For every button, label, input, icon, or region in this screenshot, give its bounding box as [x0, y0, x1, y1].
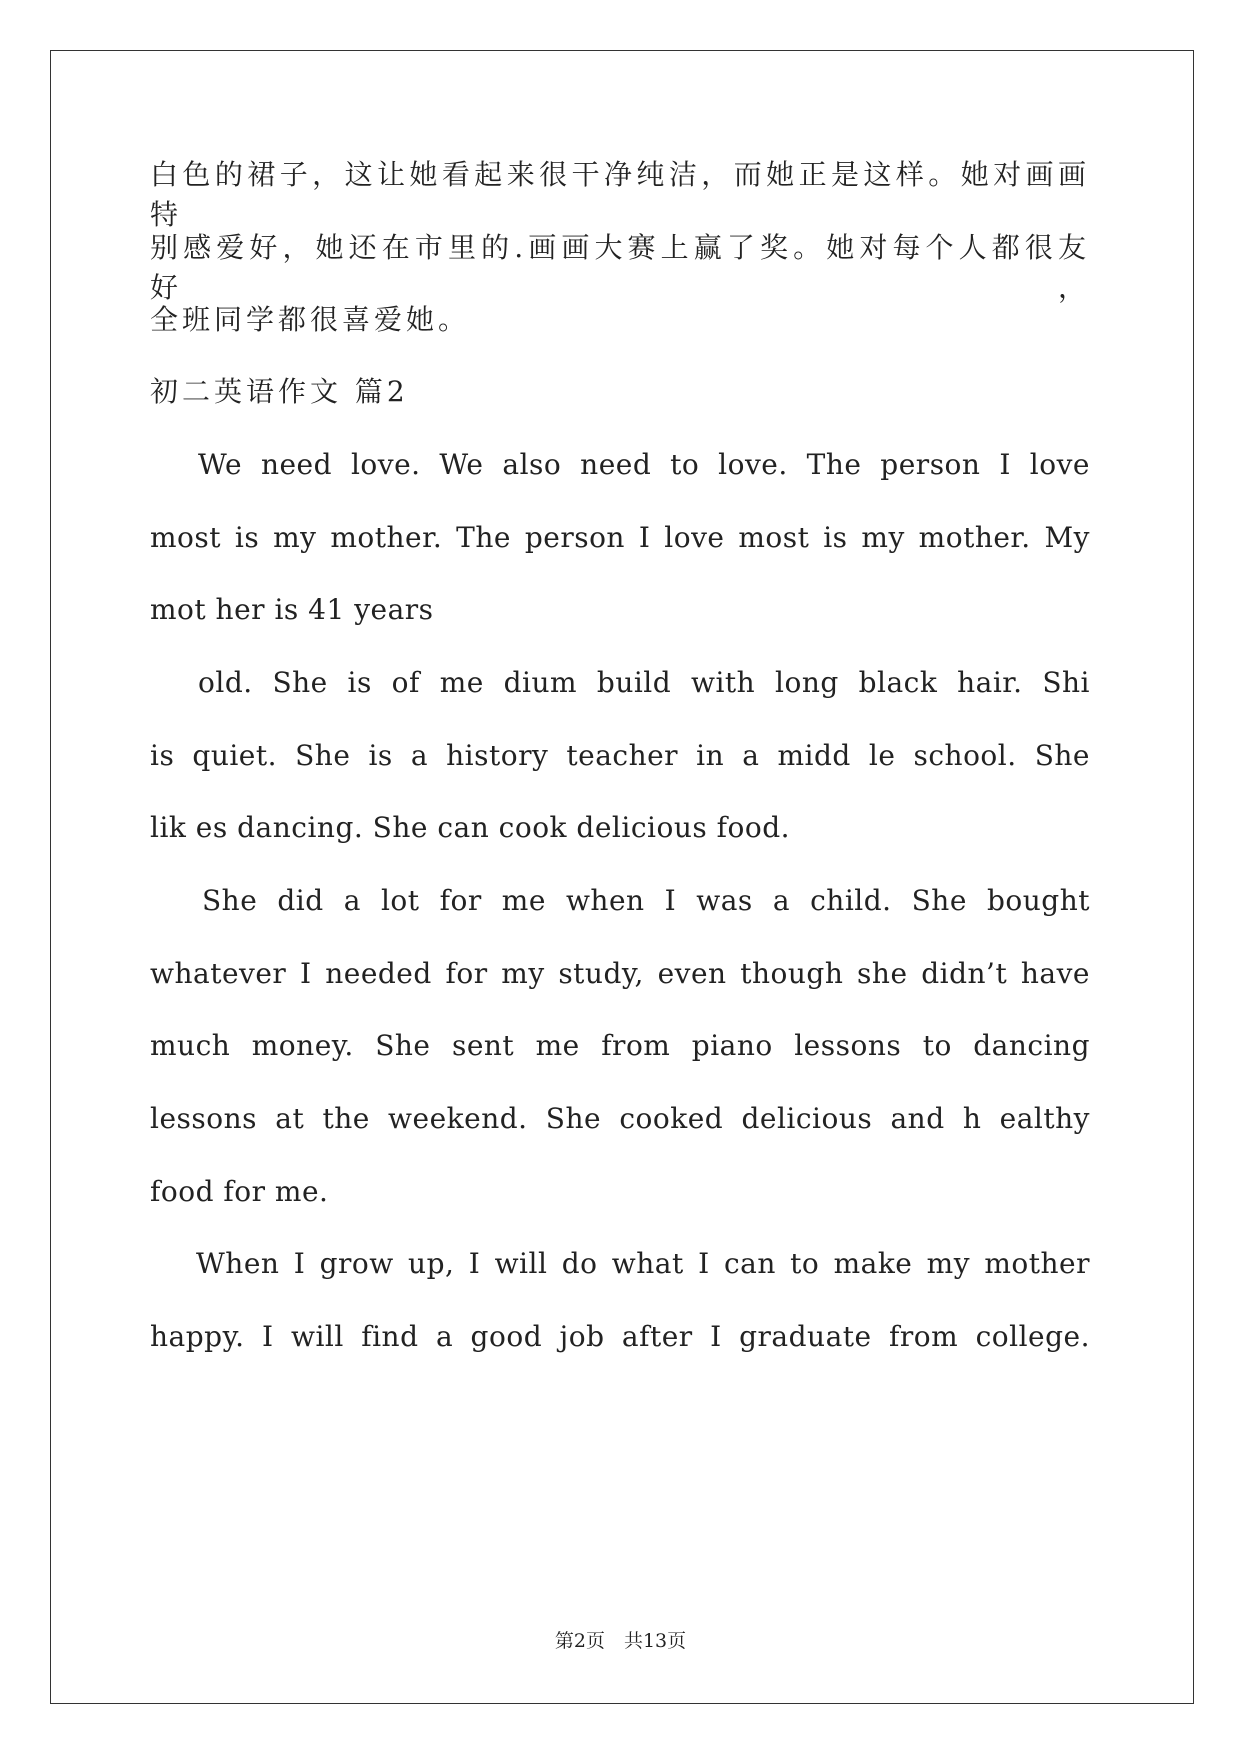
text-line: old. She is of me dium build with long black hair. Shi	[198, 666, 1090, 699]
text-line: 别感爱好，她还在市里的.画画大赛上赢了奖。她对每个人都很友好，	[150, 231, 1090, 304]
text-line: We need love. We also need to love. The person I love	[198, 448, 1090, 481]
text-line: mot her is 41 years	[150, 593, 434, 626]
text-line: most is my mother. The person I love most is my mother. My	[150, 521, 1090, 554]
text-line: whatever I needed for my study, even though she didn’t have	[150, 957, 1090, 990]
text-line: food for me.	[150, 1175, 329, 1208]
text-line: lik es dancing. She can cook delicious food.	[150, 811, 791, 844]
text-line: 全班同学都很喜爱她。	[150, 303, 471, 336]
text-line: She did a lot for me when I was a child. She bought	[202, 884, 1090, 917]
text-line: 白色的裙子，这让她看起来很干净纯洁，而她正是这样。她对画画特	[150, 158, 1090, 231]
text-line: lessons at the weekend. She cooked delicious and h ealthy	[150, 1102, 1090, 1135]
section-heading: 初二英语作文 篇2	[150, 375, 409, 408]
text-line: When I grow up, I will do what I can to make my mother	[196, 1247, 1090, 1280]
text-line: is quiet. She is a history teacher in a midd le school. She	[150, 739, 1090, 772]
page-number: 第2页 共13页	[554, 1630, 687, 1652]
text-line: much money. She sent me from piano lessons to dancing	[150, 1029, 1090, 1062]
page-footer	[0, 1628, 1241, 1654]
text-line: happy. I will find a good job after I graduate from college.	[150, 1320, 1090, 1353]
